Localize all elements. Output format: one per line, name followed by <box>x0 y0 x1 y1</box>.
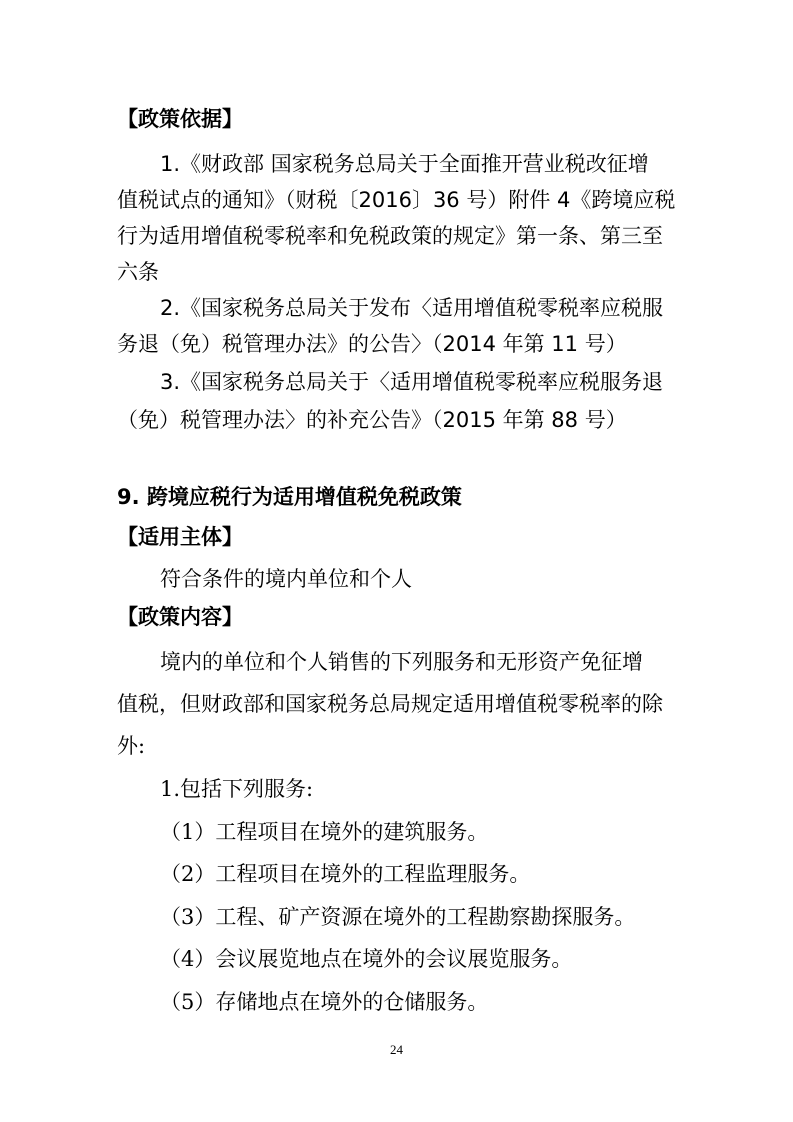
policy-content-line-1: 境内的单位和个人销售的下列服务和无形资产免征增 <box>160 650 643 674</box>
applicable-subject-heading: 【适用主体】 <box>117 525 243 549</box>
service-item: （3）工程、矿产资源在境外的工程勘察勘探服务。 <box>160 905 636 929</box>
policy-content-line-2: 值税，但财政部和国家税务总局规定适用增值税零税率的除 <box>117 692 663 716</box>
page-number: 24 <box>390 1042 403 1057</box>
policy-basis-item-1-line-3: 行为适用增值税零税率和免税政策的规定》第一条、第三至 <box>117 224 663 248</box>
policy-basis-item-1-line-4: 六条 <box>117 260 159 284</box>
applicable-subject-text: 符合条件的境内单位和个人 <box>160 567 412 591</box>
policy-basis-item-2-line-1: 2.《国家税务总局关于发布〈适用增值税零税率应税服 <box>160 296 664 320</box>
policy-content-line-3: 外: <box>117 734 146 758</box>
service-item: （2）工程项目在境外的工程监理服务。 <box>160 862 531 886</box>
policy-content-heading: 【政策内容】 <box>117 605 243 629</box>
policy-basis-item-3-line-2: （免）税管理办法〉的补充公告》（2015 年第 88 号） <box>117 408 627 432</box>
service-item: （4）会议展览地点在境外的会议展览服务。 <box>160 947 573 971</box>
policy-basis-heading: 【政策依据】 <box>117 107 243 131</box>
service-item: （5）存储地点在境外的仓储服务。 <box>160 990 489 1014</box>
service-item: （1）工程项目在境外的建筑服务。 <box>160 820 489 844</box>
policy-basis-item-3-line-1: 3.《国家税务总局关于〈适用增值税零税率应税服务退 <box>160 370 664 394</box>
services-intro: 1.包括下列服务: <box>160 777 314 801</box>
policy-basis-item-1-line-2: 值税试点的通知》（财税〔2016〕36 号）附件 4《跨境应税 <box>117 188 676 212</box>
section-title: 9. 跨境应税行为适用增值税免税政策 <box>117 485 462 509</box>
policy-basis-item-2-line-2: 务退（免）税管理办法》的公告〉（2014 年第 11 号） <box>117 332 627 356</box>
policy-basis-item-1-line-1: 1.《财政部 国家税务总局关于全面推开营业税改征增 <box>160 152 649 176</box>
